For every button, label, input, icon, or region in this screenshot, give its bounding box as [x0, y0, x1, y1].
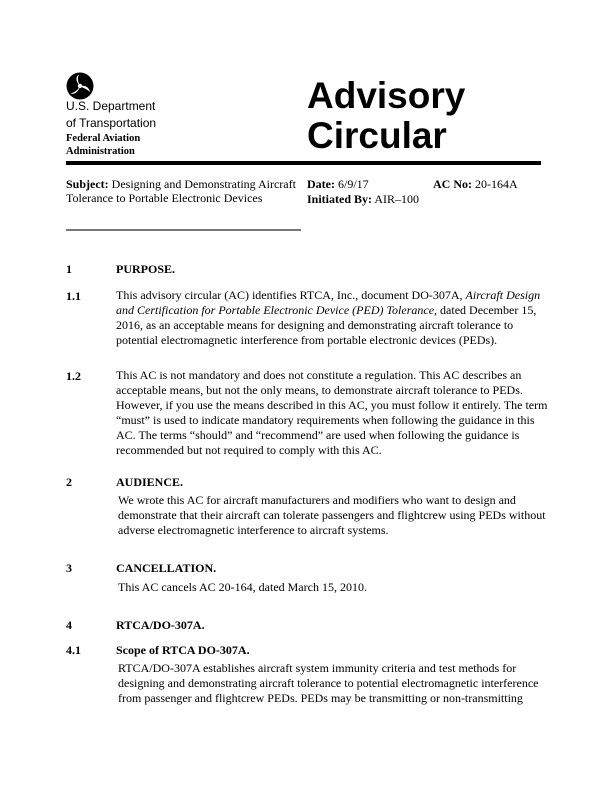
section-heading-purpose: PURPOSE. — [116, 262, 176, 276]
paragraph-number: 4.1 — [66, 643, 81, 657]
date-value: 6/9/17 — [337, 177, 369, 191]
section-number: 2 — [66, 475, 72, 489]
agency-name-line1: Federal Aviation — [66, 133, 141, 144]
ac-number-field — [433, 177, 518, 191]
subsection-heading-scope: Scope of RTCA DO-307A. — [116, 643, 250, 657]
section-number: 1 — [66, 262, 72, 276]
section-heading-audience: AUDIENCE. — [116, 475, 184, 489]
date-label: Date: — [307, 177, 335, 191]
department-name-line1: U.S. Department — [66, 99, 156, 113]
document-type-title-line1: Advisory — [307, 75, 466, 116]
paragraph-text: , dated December 15, 2016, as an acceptable means for designing and demonstrating aircraft tolerance to potential electromagnetic interference from portable electronic devices (PEDs). — [116, 303, 537, 347]
agency-name-line2: Administration — [66, 146, 135, 157]
subject-block — [66, 177, 296, 205]
initiated-by-value: AIR–100 — [374, 192, 420, 206]
paragraph-number: 1.1 — [66, 289, 81, 303]
initiated-by-label: Initiated By: — [307, 192, 373, 206]
cancellation-paragraph: This AC cancels AC 20-164, dated March 15, 2010. — [118, 580, 367, 594]
section-number: 3 — [66, 561, 72, 575]
audience-paragraph: We wrote this AC for aircraft manufacturers and modifiers who want to design and demonstrate that their aircraft can tolerate passengers and flightcrew using PEDs without adverse electromagnetic interference to aircraft systems. — [118, 493, 546, 537]
subject-label: Subject: — [66, 177, 109, 191]
dot-logo-icon — [66, 72, 94, 100]
section-heading-cancellation: CANCELLATION. — [116, 561, 217, 575]
paragraph-1-1 — [116, 288, 556, 348]
section-number: 4 — [66, 618, 72, 632]
document-type-title-line2: Circular — [307, 115, 447, 156]
paragraph-1-2: This AC is not mandatory and does not constitute a regulation. This AC describes an acceptable means, but not the only means, to demonstrate aircraft tolerance to PEDs. However, if you use the means described in this AC, you must follow it entirely. The term “must” is used to indicate mandatory requirements when following the guidance in this AC. The terms “should” and “recommend” are used when following the guidance is recommended but not required to comply with this AC. — [116, 368, 548, 457]
section-heading-rtca: RTCA/DO-307A. — [116, 618, 205, 632]
subject-value: Designing and Demonstrating Aircraft Tolerance to Portable Electronic Devices — [66, 177, 296, 205]
department-name-line2: of Transportation — [66, 116, 157, 130]
header-divider — [66, 161, 541, 165]
initiated-by-field — [307, 192, 419, 206]
scope-paragraph: RTCA/DO-307A establishes aircraft system immunity criteria and test methods for designing and demonstrating aircraft tolerance to potential electromagnetic interference from passenger and flightcrew PEDs. PEDs may be transmitting or non-transmitting — [118, 661, 539, 705]
date-field — [307, 177, 369, 191]
ac-number-value: 20-164A — [475, 177, 518, 191]
subject-divider — [66, 229, 301, 231]
paragraph-number: 1.2 — [66, 369, 81, 383]
ac-number-label: AC No: — [433, 177, 472, 191]
paragraph-text: This advisory circular (AC) identifies RTCA, Inc., document DO-307A, — [116, 288, 466, 302]
referenced-document-title: Aircraft Design and Certification for Portable Electronic Device (PED) Tolerance — [116, 288, 541, 317]
